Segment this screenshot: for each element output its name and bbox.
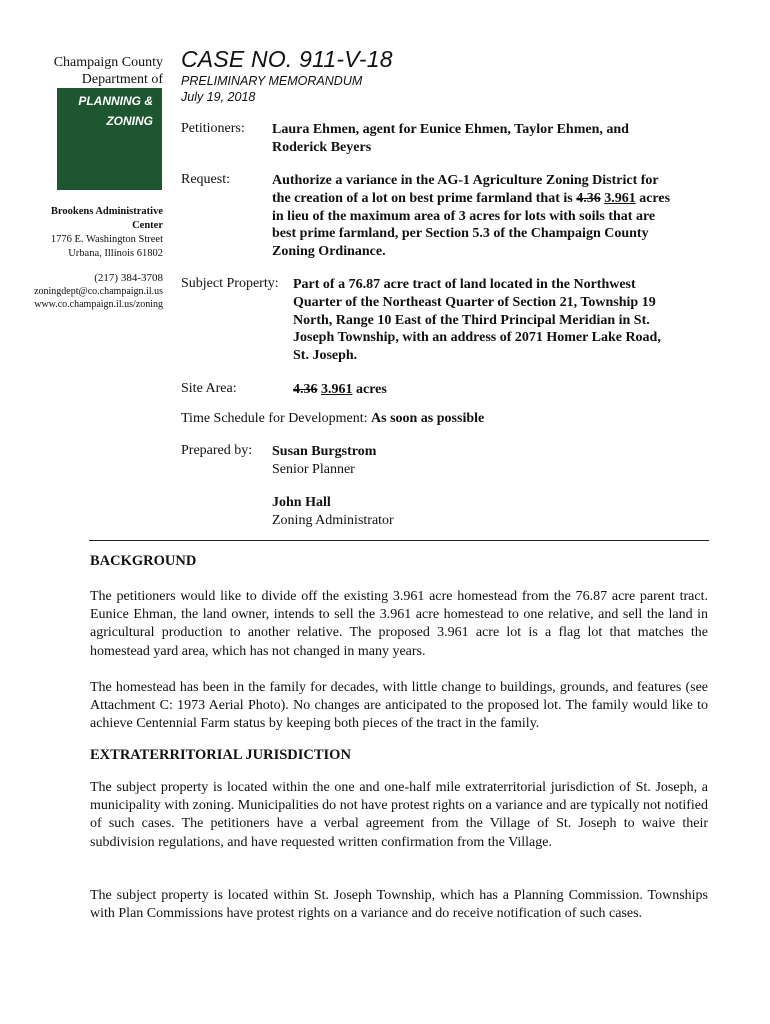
- subject-property-label: Subject Property:: [181, 276, 279, 291]
- memo-type: PRELIMINARY MEMORANDUM: [181, 74, 363, 88]
- memo-date: July 19, 2018: [181, 90, 256, 104]
- request-line-5: Zoning Ordinance.: [272, 244, 386, 260]
- etj-paragraph-1: The subject property is located within the one and one-half mile extraterritorial jurisdiction of St. Joseph, a municipality with zoning. Municipalities do not have protest rights on a variance and are typically not notified of such cases. The petitioners have a verbal agreement from the Village of St. Joseph to waive their subdivision regulations, and have requested written confirmation from the Village.: [90, 780, 708, 850]
- addr-line-1: Brookens Administrative: [50, 206, 163, 217]
- etj-heading: EXTRATERRITORIAL JURISDICTION: [90, 747, 351, 763]
- preparer-1-name: Susan Burgstrom: [272, 444, 377, 459]
- dept-line-1: Champaign County: [53, 55, 163, 70]
- schedule-value: As soon as possible: [371, 411, 485, 426]
- request-line-3: in lieu of the maximum area of 3 acres for lots with soils that are: [272, 208, 656, 224]
- time-schedule: [181, 410, 484, 428]
- subject-property-value: [293, 276, 661, 365]
- memo-header: [181, 73, 362, 105]
- subject-line-1: Part of a 76.87 acre tract of land located in the Northwest: [293, 277, 636, 292]
- subject-line-2: Quarter of the Northeast Quarter of Section 21, Township 19: [293, 294, 656, 310]
- logo-line-2: ZONING: [106, 114, 153, 128]
- site-area-unit: acres: [352, 382, 387, 397]
- etj-paragraph-2: The subject property is located within St. Joseph Township, which has a Planning Commission. Townships with Plan Commissions have protest rights on a variance and do receive notification of such cases.: [90, 888, 708, 922]
- case-number: CASE NO. 911-V-18: [181, 46, 393, 72]
- section-divider: [89, 540, 709, 541]
- request-acres-unit: acres: [635, 190, 671, 206]
- site-area-value: [293, 381, 387, 399]
- background-paragraph-2: The homestead has been in the family for decades, with little change to buildings, grounds, and features (see Attachment C: 1973 Aerial Photo). No changes are anticipated to the proposed lot. The family would like to achieve Centennial Farm status by keeping both pieces of the tract in the family.: [90, 680, 708, 732]
- website-link[interactable]: www.co.champaign.il.us/zoning: [34, 299, 163, 310]
- email-link[interactable]: zoningdept@co.champaign.il.us: [34, 286, 163, 297]
- background-paragraph-1: The petitioners would like to divide off the existing 3.961 acre homestead from the 76.87 acre parent tract. Eunice Ehman, the land owner, intends to sell the 3.961 acre homestead to one relative, and sell the land in agricultural production to another relative. The proposed 3.961 acre lot is a flag lot that matches the homestead yard area, which has not changed in many years.: [90, 589, 708, 659]
- petitioners-line-2: Roderick Beyers: [272, 139, 372, 155]
- subject-line-4: Joseph Township, with an address of 2071 Homer Lake Road,: [293, 330, 661, 346]
- preparer-2: [272, 494, 394, 530]
- request-value: [272, 172, 670, 261]
- request-line-2: [272, 190, 670, 208]
- dept-line-2: Department of: [81, 72, 163, 87]
- addr-line-3: 1776 E. Washington Street: [50, 234, 163, 245]
- office-address: [20, 205, 163, 261]
- request-line-4: best prime farmland, per Section 5.3 of the Champaign County: [272, 226, 649, 242]
- petitioners-line-1: Laura Ehmen, agent for Eunice Ehmen, Taylor Ehmen, and: [272, 122, 629, 137]
- planning-zoning-logo: [57, 88, 162, 190]
- preparer-2-title: Zoning Administrator: [272, 512, 394, 528]
- request-new-acreage: 3.961: [604, 190, 636, 206]
- request-line-2-text: the creation of a lot on best prime farmland that is: [272, 190, 577, 206]
- subject-line-5: St. Joseph.: [293, 348, 358, 364]
- request-label: Request:: [181, 172, 230, 187]
- contact-info: [5, 272, 163, 311]
- site-area-new: 3.961: [321, 382, 353, 397]
- schedule-label: Time Schedule for Development:: [181, 411, 372, 426]
- preparer-1: [272, 443, 376, 479]
- logo-line-1: PLANNING &: [78, 94, 153, 108]
- background-heading: BACKGROUND: [90, 553, 197, 569]
- site-area-label: Site Area:: [181, 381, 237, 396]
- department-name: [20, 54, 163, 88]
- preparer-2-name: John Hall: [272, 495, 331, 510]
- addr-line-4: Urbana, Illinois 61802: [68, 248, 163, 259]
- petitioners-label: Petitioners:: [181, 121, 245, 136]
- request-old-acreage: 4.36: [576, 190, 601, 206]
- request-line-1: Authorize a variance in the AG-1 Agriculture Zoning District for: [272, 173, 659, 188]
- addr-line-2: Center: [132, 220, 163, 231]
- site-area-old: 4.36: [293, 382, 318, 397]
- subject-line-3: North, Range 10 East of the Third Principal Meridian in St.: [293, 312, 650, 328]
- preparer-1-title: Senior Planner: [272, 461, 355, 477]
- petitioners-value: [272, 121, 629, 157]
- phone: (217) 384-3708: [94, 272, 163, 284]
- prepared-by-label: Prepared by:: [181, 443, 253, 458]
